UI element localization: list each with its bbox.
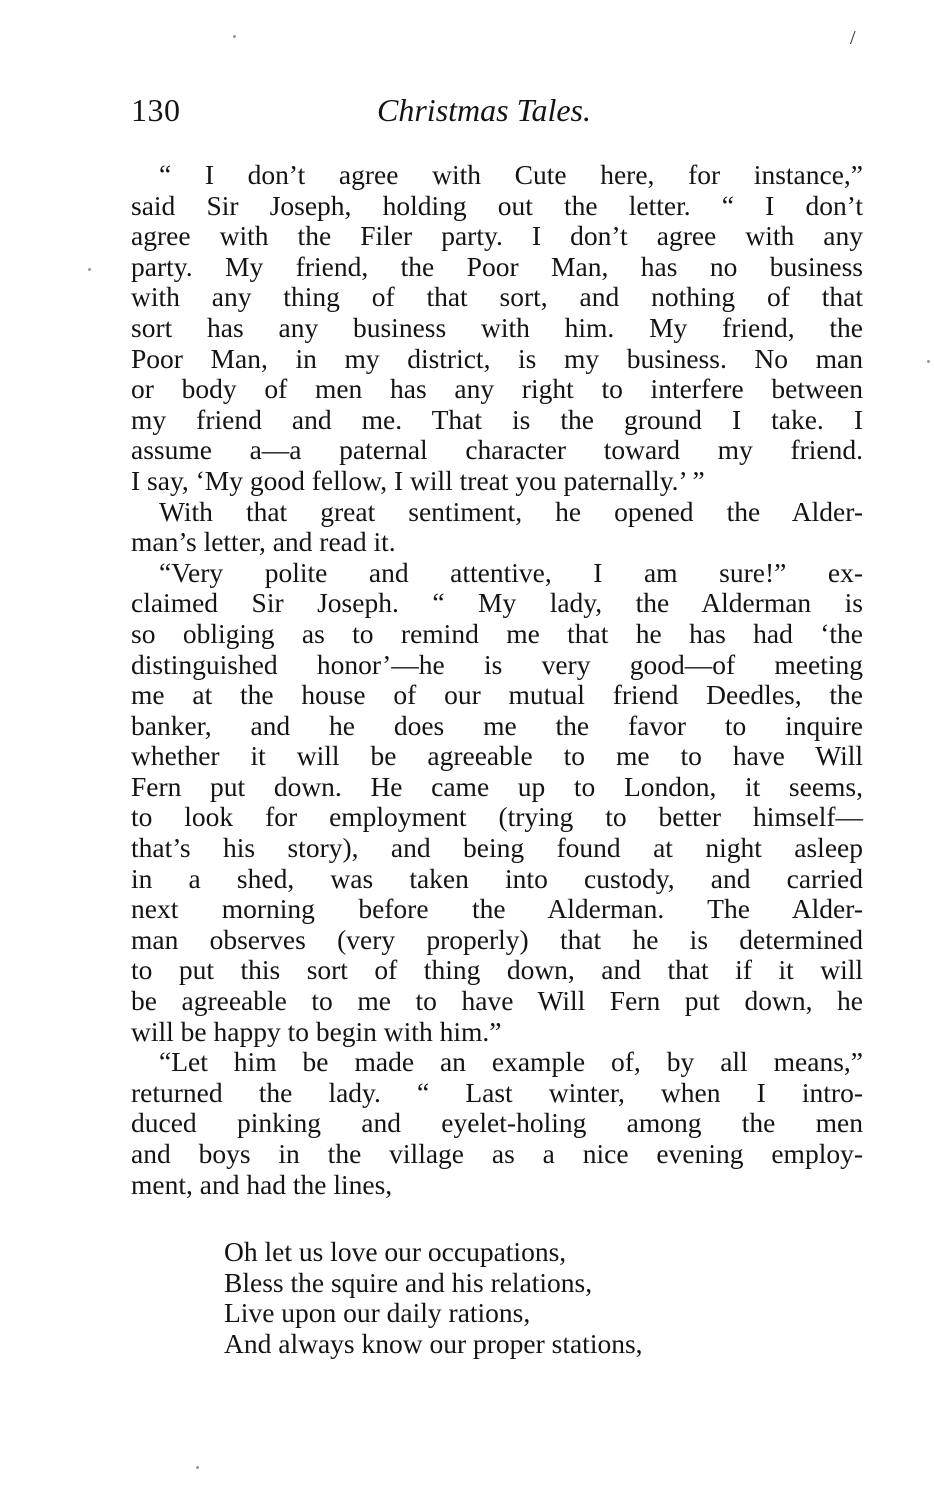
margin-mark: / [850, 27, 856, 49]
text-line: duced pinking and eyelet-holing among the men [131, 1107, 863, 1139]
text-line: Poor Man, in my district, is my business. No man [131, 342, 863, 374]
poem-line: Oh let us love our occupations, [224, 1236, 567, 1267]
text-line: ment, and had the lines, [131, 1168, 393, 1200]
text-line: “Very polite and attentive, I am sure!” ex- [159, 556, 863, 588]
speck [88, 268, 91, 271]
text-line: sort has any business with him. My friend, the [131, 311, 863, 343]
text-line: man’s letter, and read it. [131, 526, 396, 558]
body-text [131, 160, 863, 1200]
text-line: will be happy to begin with him.” [131, 1015, 502, 1047]
text-line: “Let him be made an example of, by all means,” [159, 1046, 863, 1078]
speck [233, 35, 236, 38]
poem-line: And always know our proper stations, [224, 1327, 643, 1359]
text-line: my friend and me. That is the ground I take. I [131, 403, 863, 435]
text-line: claimed Sir Joseph. “ My lady, the Alderman is [131, 587, 863, 619]
text-line: party. My friend, the Poor Man, has no business [131, 250, 863, 282]
page-number: 130 [131, 92, 181, 128]
text-line: “ I don’t agree with Cute here, for instance,” [159, 159, 863, 190]
text-line: agree with the Filer party. I don’t agree with any [131, 220, 863, 252]
text-line: in a shed, was taken into custody, and carried [131, 862, 863, 894]
running-head [131, 88, 863, 134]
text-line: that’s his story), and being found at night asleep [131, 832, 863, 864]
poem-line: Live upon our daily rations, [224, 1297, 531, 1329]
text-line: be agreeable to me to have Will Fern put down, he [131, 985, 863, 1017]
poem-line: Bless the squire and his relations, [224, 1266, 593, 1298]
poem-verse [224, 1237, 844, 1359]
text-line: whether it will be agreeable to me to have Will [131, 740, 863, 772]
text-line: returned the lady. “ Last winter, when I intro- [131, 1076, 863, 1108]
text-line: Fern put down. He came up to London, it seems, [131, 770, 863, 802]
text-line: or body of men has any right to interfere between [131, 373, 863, 405]
text-line: man observes (very properly) that he is determined [131, 923, 863, 955]
text-line: I say, ‘My good fellow, I will treat you paternally.’ ” [131, 464, 705, 496]
text-line: next morning before the Alderman. The Alder- [131, 893, 863, 925]
book-title: Christmas Tales. [377, 92, 591, 128]
text-line: said Sir Joseph, holding out the letter. “ I don’t [131, 189, 863, 221]
text-line: me at the house of our mutual friend Deedles, the [131, 679, 863, 711]
text-line: assume a—a paternal character toward my friend. [131, 434, 863, 466]
text-line: With that great sentiment, he opened the Alder- [159, 495, 863, 527]
text-line: with any thing of that sort, and nothing of that [131, 281, 863, 313]
text-line: and boys in the village as a nice evening employ- [131, 1138, 863, 1169]
text-line: distinguished honor’—he is very good—of meeting [131, 648, 863, 680]
text-line: to look for employment (trying to better himself— [131, 801, 863, 833]
text-line: banker, and he does me the favor to inquire [131, 709, 863, 741]
text-line: so obliging as to remind me that he has had ‘the [131, 617, 863, 649]
speck [196, 1466, 199, 1469]
text-line: to put this sort of thing down, and that if it will [131, 954, 863, 986]
speck [927, 360, 930, 363]
